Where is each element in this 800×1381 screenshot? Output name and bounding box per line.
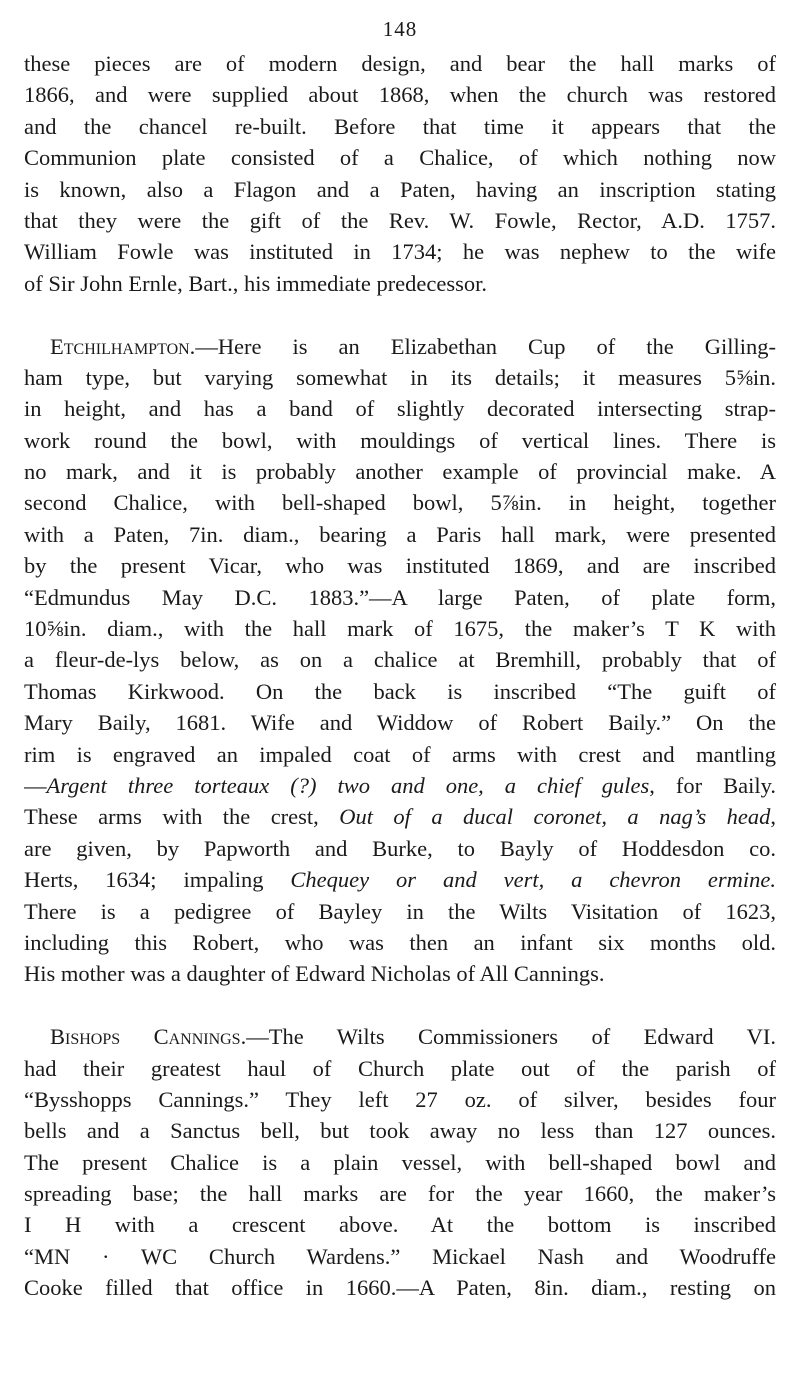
text-line: Communion plate consisted of a Chalice, of which nothing now xyxy=(24,145,776,171)
text-line: had their greatest haul of Church plate out of the parish of xyxy=(24,1055,776,1081)
italic-crest: Out of a ducal coronet, a nag’s head xyxy=(339,804,771,830)
text-line: 10⅝in. diam., with the hall mark of 1675, the maker’s T K with xyxy=(24,616,776,642)
text-line: spreading base; the hall marks are for the year 1660, the maker’s xyxy=(24,1181,776,1207)
paragraph-gap xyxy=(24,299,776,330)
text-line: in height, and has a band of slightly decorated intersecting strap- xyxy=(24,396,776,422)
text-line: These arms with the crest, Out of a ducal coronet, a nag’s head, xyxy=(24,804,776,830)
italic-blazon: Argent three torteaux (?) two and one, a chief gules xyxy=(46,772,650,798)
text-line: His mother was a daughter of Edward Nicholas of All Cannings. xyxy=(24,961,605,987)
text-line: second Chalice, with bell-shaped bowl, 5⅞in. in height, together xyxy=(24,490,776,516)
text-line: Mary Baily, 1681. Wife and Widdow of Robert Baily.” On the xyxy=(24,710,776,736)
text-line: Bishops Cannings.—The Wilts Commissioners of Edward VI. xyxy=(50,1024,776,1050)
paragraph-continuation xyxy=(24,48,776,299)
document-page xyxy=(24,14,776,1304)
text-line: Herts, 1634; impaling Chequey or and vert, a chevron ermine. xyxy=(24,867,776,893)
text-line: and the chancel re-built. Before that time it appears that the xyxy=(24,113,776,139)
text-line: by the present Vicar, who was instituted 1869, and are inscribed xyxy=(24,553,776,579)
text-line: that they were the gift of the Rev. W. Fowle, Rector, A.D. 1757. xyxy=(24,207,776,233)
text-line: —Argent three torteaux (?) two and one, a chief gules, for Baily. xyxy=(24,772,776,798)
page-number: 148 xyxy=(382,17,418,41)
paragraph-etchilhampton xyxy=(24,331,776,990)
text-line: with a Paten, 7in. diam., bearing a Paris hall mark, were presented xyxy=(24,521,776,547)
text-line: including this Robert, who was then an infant six months old. xyxy=(24,929,776,955)
text-line: rim is engraved an impaled coat of arms with crest and mantling xyxy=(24,741,776,767)
text-line: 1866, and were supplied about 1868, when the church was restored xyxy=(24,82,776,108)
section-heading-etchilhampton: Etchilhampton. xyxy=(50,333,196,359)
text-line: ham type, but varying somewhat in its details; it measures 5⅝in. xyxy=(24,364,776,390)
text-line: of Sir John Ernle, Bart., his immediate predecessor. xyxy=(24,270,488,296)
italic-impaling: Chequey or and vert, a chevron ermine. xyxy=(290,867,776,893)
text-line: Cooke filled that office in 1660.—A Paten, 8in. diam., resting on xyxy=(24,1275,776,1301)
paragraph-gap xyxy=(24,990,776,1021)
text-line: I H with a crescent above. At the bottom is inscribed xyxy=(24,1212,776,1238)
paragraph-bishops-cannings xyxy=(24,1021,776,1304)
text-line: “MN · WC Church Wardens.” Mickael Nash and Woodruffe xyxy=(24,1243,776,1269)
text-line: these pieces are of modern design, and bear the hall marks of xyxy=(24,51,776,76)
text-line: is known, also a Flagon and a Paten, having an inscription stating xyxy=(24,176,776,202)
text-line: William Fowle was instituted in 1734; he was nephew to the wife xyxy=(24,239,776,265)
text-line: are given, by Papworth and Burke, to Bayly of Hoddesdon co. xyxy=(24,835,776,861)
text-line: no mark, and it is probably another example of provincial make. A xyxy=(24,459,776,485)
text-line: a fleur-de-lys below, as on a chalice at Bremhill, probably that of xyxy=(24,647,776,673)
text-line: work round the bowl, with mouldings of vertical lines. There is xyxy=(24,427,776,453)
text-line: “Bysshopps Cannings.” They left 27 oz. of silver, besides four xyxy=(24,1086,776,1112)
section-heading-bishops-cannings: Bishops Cannings. xyxy=(50,1024,247,1050)
text-line: bells and a Sanctus bell, but took away no less than 127 ounces. xyxy=(24,1118,776,1144)
text-line: “Edmundus May D.C. 1883.”—A large Paten, of plate form, xyxy=(24,584,776,610)
text-line: There is a pedigree of Bayley in the Wilts Visitation of 1623, xyxy=(24,898,776,924)
text-line: The present Chalice is a plain vessel, with bell-shaped bowl and xyxy=(24,1149,776,1175)
text-line: Etchilhampton.—Here is an Elizabethan Cup of the Gilling- xyxy=(50,333,776,359)
text-line: Thomas Kirkwood. On the back is inscribed “The guift of xyxy=(24,678,776,704)
